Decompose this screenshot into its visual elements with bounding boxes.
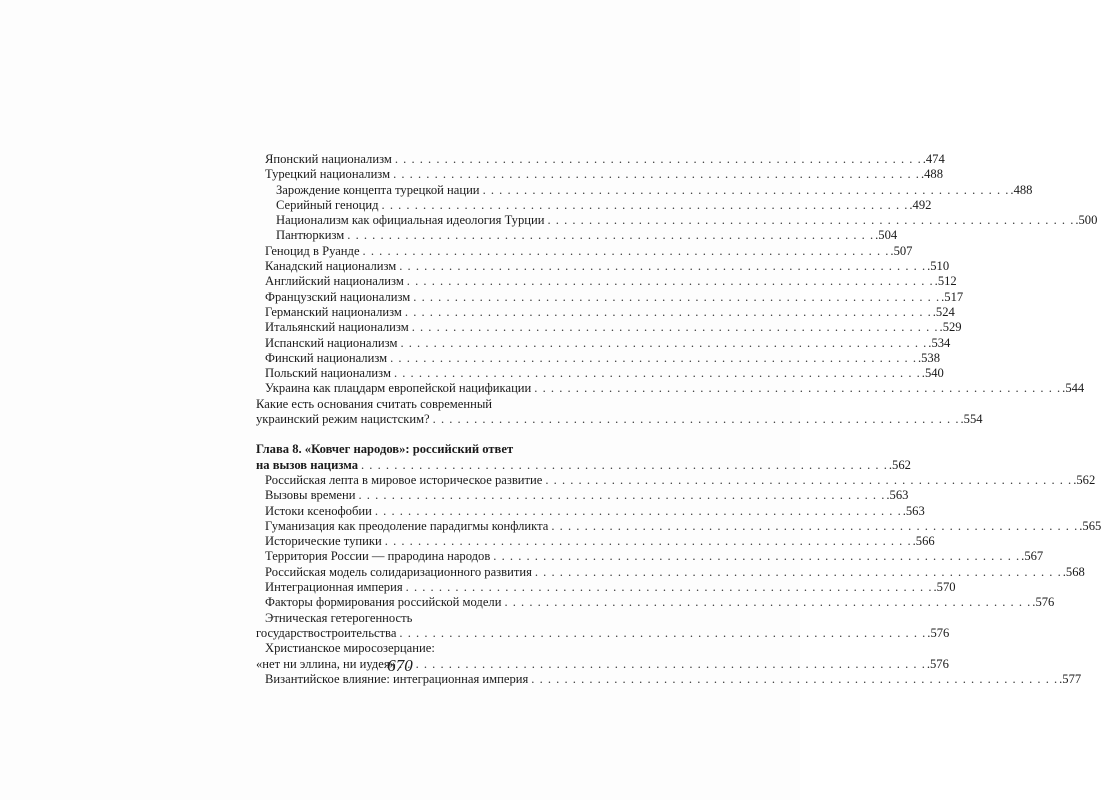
toc-entry: [256, 488, 909, 503]
toc-entry-title: государствостроительства: [256, 625, 397, 640]
leader-dots: [412, 320, 938, 335]
toc-entry: [256, 335, 951, 351]
toc-entry-title: Зарождение концепта турецкой нации: [276, 182, 480, 197]
toc-page-number: . 540: [922, 366, 944, 381]
leader-dots: [399, 259, 925, 274]
toc-page-number: . 554: [961, 412, 983, 427]
toc-entry-title: «нет ни эллина, ни иудея»: [256, 656, 396, 671]
toc-entry-question: [256, 412, 983, 427]
toc-entry-title: Серийный геноцид: [276, 197, 379, 212]
toc-page-number: . 517: [941, 290, 963, 305]
chapter-heading-line-1: Глава 8. «Ковчег народов»: российский ответ: [256, 442, 514, 457]
toc-section-nationalisms: [256, 152, 1098, 397]
toc-entry-title: Японский национализм: [265, 152, 392, 166]
toc-entry-title: Канадский национализм: [265, 259, 397, 274]
toc-entry: [256, 213, 1098, 228]
toc-entry: [256, 472, 1096, 488]
toc-entry: [256, 289, 964, 305]
toc-page-number: . 562: [889, 458, 911, 473]
toc-page-number: . 565: [1079, 519, 1101, 534]
toc-page-number: . 576: [927, 626, 949, 641]
leader-dots: [433, 412, 959, 427]
toc-page-number: . 563: [903, 504, 925, 519]
toc-entry-title: Турецкий национализм: [265, 167, 391, 182]
toc-entry: [256, 274, 957, 289]
toc-entry-title: Итальянский национализм: [265, 320, 409, 335]
toc-entry-title: Германский национализм: [265, 304, 402, 319]
toc-entry: [256, 564, 1085, 580]
toc-entry-title: Исторические тупики: [265, 534, 382, 549]
toc-page-number: . 474: [923, 152, 945, 167]
toc-page-number: . 568: [1063, 565, 1085, 580]
toc-entry-title: Факторы формирования российской модели: [265, 595, 502, 610]
toc-entry: [256, 534, 935, 549]
toc-entry-title: Вызовы времени: [265, 488, 356, 503]
leader-dots: [375, 504, 901, 519]
leader-dots: [545, 473, 1071, 488]
toc-page-number: . 524: [933, 305, 955, 320]
leader-dots: [483, 183, 1009, 198]
toc-entry: [256, 182, 1033, 198]
toc-entry-title: Российская модель солидаризационного развития: [265, 564, 532, 579]
toc-section-chapter-8: [256, 472, 1101, 611]
toc-page-number: . 512: [935, 274, 957, 289]
toc-entry: [256, 518, 1101, 534]
leader-dots: [400, 336, 926, 351]
toc-entry-title: Территория России — прародина народов: [265, 549, 491, 564]
leader-dots: [385, 534, 911, 549]
toc-entry: [256, 259, 950, 274]
toc-entry: [256, 167, 943, 182]
leader-dots: [390, 351, 916, 366]
toc-entry: [256, 228, 898, 243]
toc-entry-title: Английский национализм: [265, 274, 404, 289]
leader-dots: [361, 458, 887, 473]
toc-page-number: . 507: [890, 244, 912, 259]
toc-page-number: . 576: [927, 657, 949, 672]
toc-entry-title: Национализм как официальная идеология Турции: [276, 213, 545, 228]
toc-entry-title: Истоки ксенофобии: [265, 503, 372, 518]
toc-entry-title: Византийское влияние: интеграционная империя: [265, 671, 529, 686]
leader-dots: [535, 565, 1061, 580]
toc-entry: [256, 381, 1085, 396]
toc-page-number: . 566: [913, 534, 935, 549]
toc-entry-title: Польский национализм: [265, 366, 391, 381]
toc-entry-question-line-1: Какие есть основания считать современный: [256, 396, 493, 411]
toc-entry-title: Российская лепта в мировое историческое развитие: [265, 472, 543, 487]
toc-page-number: . 570: [934, 580, 956, 595]
toc-entry: [256, 350, 941, 366]
toc-page-number: . 510: [927, 259, 949, 274]
leader-dots: [504, 595, 1030, 610]
table-of-contents: [256, 152, 1101, 687]
toc-entry: [256, 152, 945, 167]
toc-entry: [256, 503, 925, 519]
toc-entry-title: Гуманизация как преодоление парадигмы конфликта: [265, 518, 549, 533]
toc-entry-title: Французский национализм: [265, 289, 411, 304]
leader-dots: [534, 381, 1060, 396]
leader-dots: [347, 228, 873, 243]
leader-dots: [405, 305, 931, 320]
toc-entry: [256, 304, 955, 320]
toc-page-number: . 576: [1032, 595, 1054, 610]
toc-entry-ethnic-line-1: Этническая гетерогенность: [265, 610, 413, 625]
section-gap: [256, 427, 558, 442]
toc-page-number: . 488: [1010, 183, 1032, 198]
leader-dots: [393, 167, 919, 182]
toc-page-number: . 500: [1075, 213, 1097, 228]
page-number-footer: 670: [387, 656, 413, 675]
toc-page-number: . 492: [909, 198, 931, 213]
leader-dots: [382, 198, 908, 213]
leader-dots: [399, 626, 925, 641]
toc-page-number: . 534: [928, 336, 950, 351]
toc-entry: [256, 549, 1044, 564]
leader-dots: [363, 244, 889, 259]
chapter-heading-line-2: на вызов нацизма: [256, 457, 358, 472]
leader-dots: [395, 152, 921, 167]
toc-entry-title: украинский режим нацистским?: [256, 412, 430, 427]
toc-entry-title: Испанский национализм: [265, 335, 398, 350]
toc-entry-title: Украина как плацдарм европейской нацификации: [265, 381, 532, 396]
toc-page-number: . 504: [875, 228, 897, 243]
toc-page-number: . 563: [886, 488, 908, 503]
leader-dots: [493, 549, 1019, 564]
toc-page-number: . 538: [918, 351, 940, 366]
leader-dots: [551, 519, 1077, 534]
leader-dots: [359, 488, 885, 503]
toc-entry-christian-line-1: Христианское миросозерцание:: [265, 641, 435, 656]
toc-page-number: . 529: [940, 320, 962, 335]
toc-entry-title: Пантюркизм: [276, 228, 345, 243]
leader-dots: [547, 213, 1073, 228]
toc-entry-title: Геноцид в Руанде: [265, 243, 360, 258]
toc-entry: [256, 197, 932, 213]
toc-page-number: . 544: [1062, 381, 1084, 396]
leader-dots: [394, 366, 920, 381]
toc-entry-title: Финский национализм: [265, 350, 388, 365]
toc-entry: [256, 320, 962, 335]
toc-entry: [256, 580, 956, 595]
leader-dots: [413, 290, 939, 305]
toc-page-number: . 488: [921, 167, 943, 182]
toc-page-number: . 562: [1073, 473, 1095, 488]
leader-dots: [406, 580, 932, 595]
toc-entry-ethnic: [256, 625, 950, 641]
toc-page-number: . 577: [1059, 672, 1081, 687]
toc-page-number: . 567: [1021, 549, 1043, 564]
leader-dots: [407, 274, 933, 289]
chapter-heading: [256, 457, 911, 473]
toc-entry-title: Интеграционная империя: [265, 580, 403, 595]
toc-entry: [256, 243, 913, 259]
toc-entry: [256, 595, 1055, 610]
toc-entry: [256, 366, 944, 381]
